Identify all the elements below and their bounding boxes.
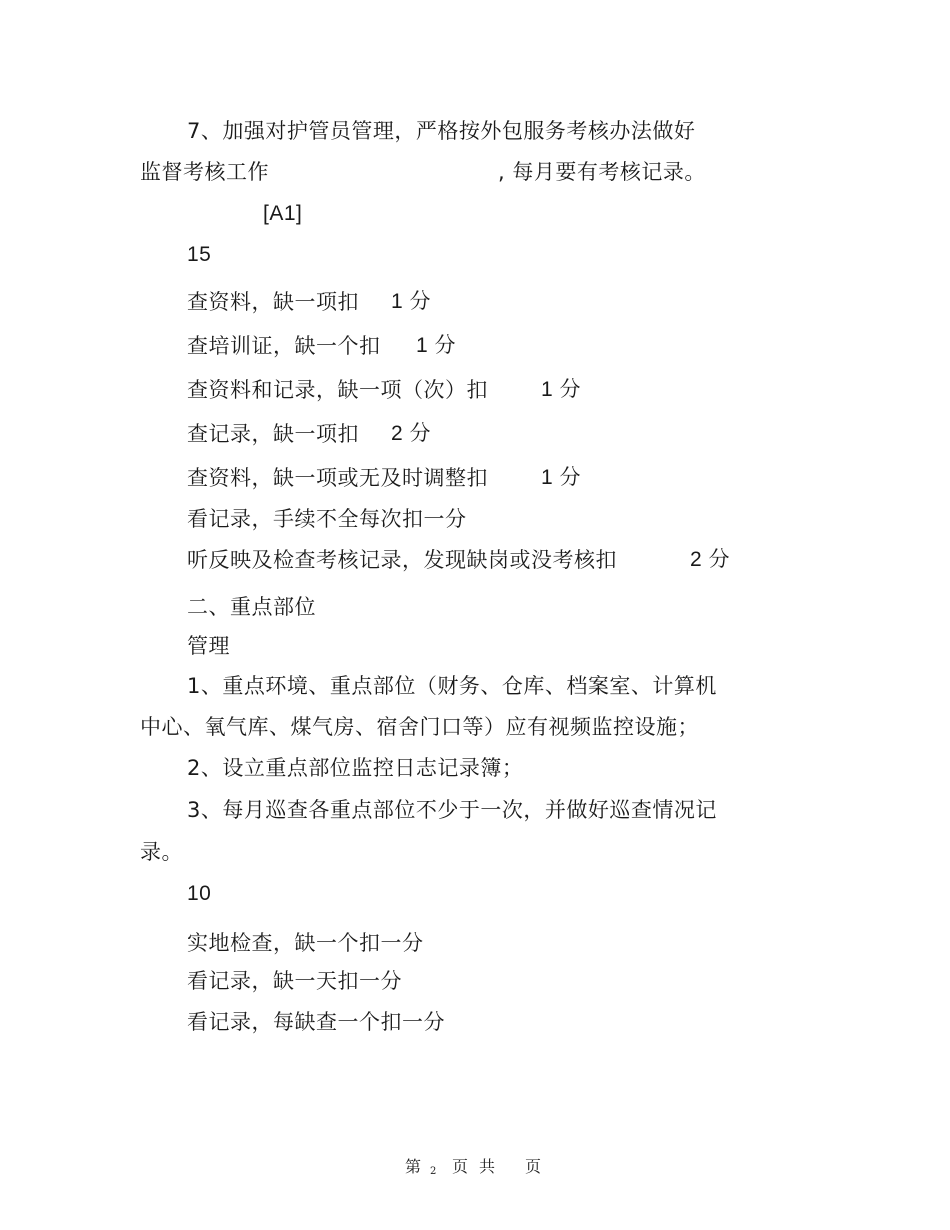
item-1-line-2: 中心、氧气库、煤气房、宿舍门口等）应有视频监控设施； bbox=[140, 715, 699, 739]
criteria-points: 1 分 bbox=[541, 466, 582, 489]
footer-page-number: 2 bbox=[430, 1166, 437, 1177]
criteria-points: 1 分 bbox=[416, 334, 457, 357]
section-heading: 二、重点部位 bbox=[187, 595, 316, 619]
item-2: 2、设立重点部位监控日志记录簿； bbox=[187, 756, 524, 780]
criteria-text: 查培训证，缺一个扣 bbox=[187, 334, 381, 358]
criteria-points: 1 分 bbox=[391, 290, 432, 313]
item-1-line-1: 1、重点环境、重点部位（财务、仓库、档案室、计算机 bbox=[187, 674, 717, 698]
item-3-line-1: 3、每月巡查各重点部位不少于一次，并做好巡查情况记 bbox=[187, 798, 717, 822]
footer-ye: 页 bbox=[452, 1157, 469, 1176]
footer-ye-2: 页 bbox=[525, 1157, 542, 1176]
footer-di: 第 bbox=[405, 1157, 422, 1176]
score-value: 15 bbox=[187, 243, 212, 266]
criteria-text: 听反映及检查考核记录，发现缺岗或没考核扣 bbox=[187, 548, 617, 572]
criteria-text: 看记录，缺一天扣一分 bbox=[187, 969, 402, 993]
item-7-line-2b: , 每月要有考核记录。 bbox=[498, 160, 706, 184]
criteria-text: 实地检查，缺一个扣一分 bbox=[187, 931, 424, 955]
item-3-line-2: 录。 bbox=[140, 840, 183, 864]
comment-reference[interactable]: [A1] bbox=[263, 202, 303, 225]
section-heading-cont: 管理 bbox=[187, 634, 230, 658]
criteria-points: 2 分 bbox=[391, 422, 432, 445]
criteria-text: 看记录，手续不全每次扣一分 bbox=[187, 507, 467, 531]
criteria-points: 1 分 bbox=[541, 378, 582, 401]
item-7-line-1: 7、加强对护管员管理，严格按外包服务考核办法做好 bbox=[187, 119, 696, 143]
criteria-text: 查记录，缺一项扣 bbox=[187, 422, 359, 446]
item-7-line-2a: 监督考核工作 bbox=[140, 160, 269, 184]
score-value: 10 bbox=[187, 882, 212, 905]
criteria-text: 查资料，缺一项或无及时调整扣 bbox=[187, 466, 488, 490]
criteria-text: 查资料和记录，缺一项（次）扣 bbox=[187, 378, 488, 402]
criteria-points: 2 分 bbox=[690, 548, 731, 571]
criteria-text: 查资料，缺一项扣 bbox=[187, 290, 359, 314]
footer-gong: 共 bbox=[479, 1157, 496, 1176]
criteria-text: 看记录，每缺查一个扣一分 bbox=[187, 1010, 445, 1034]
